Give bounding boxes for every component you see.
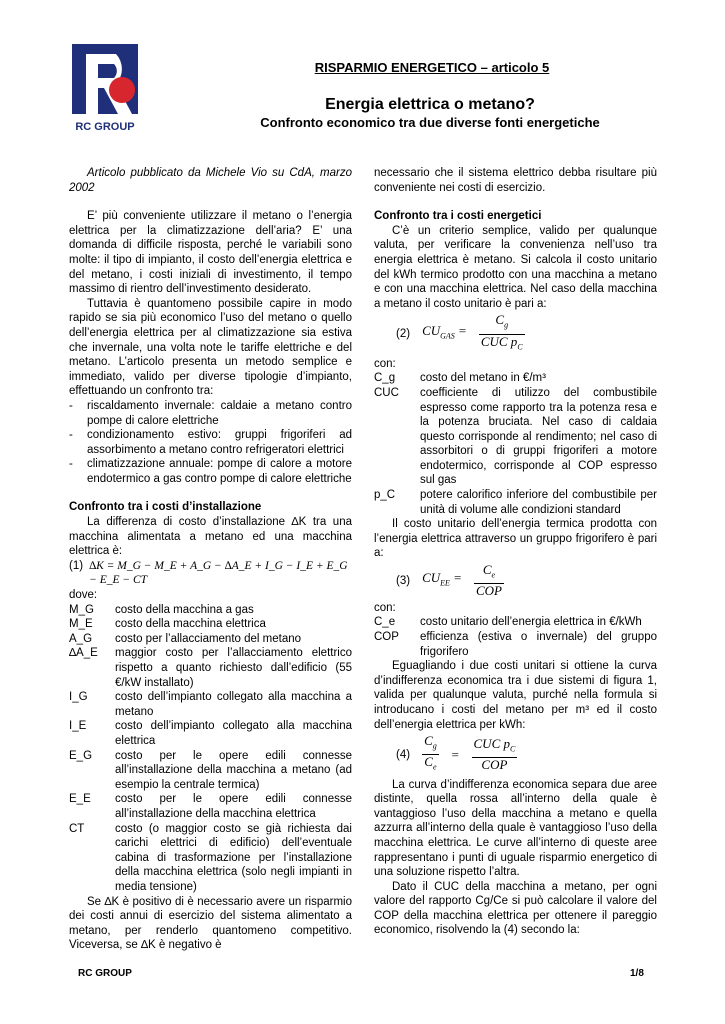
- comparison-list: [69, 399, 352, 487]
- definition-row: [374, 488, 657, 517]
- list-item: - climatizzazione annuale: pompe di calore a motore endotermico a gas contro pompe di calore elettriche: [69, 457, 352, 486]
- definition-text: costo per le opere edili connesse all’installazione della macchina elettrica: [115, 793, 352, 820]
- electric-definitions: [374, 615, 657, 659]
- section-title: RISPARMIO ENERGETICO – articolo 5: [314, 60, 550, 75]
- svg-text:RC GROUP: RC GROUP: [75, 121, 135, 133]
- definition-symbol: M_G: [69, 603, 94, 616]
- definition-text: costo della macchina elettrica: [115, 618, 266, 631]
- right-column: [374, 166, 657, 938]
- definition-row: [374, 615, 657, 630]
- definition-text: efficienza (estiva o invernale) del gruppo frigorifero: [420, 631, 657, 658]
- formula-1-expression: ∆K = M_G − M_E + A_G − ∆A_E + I_G − I_E + E_G − E_E − CT: [89, 559, 348, 587]
- definition-symbol: p_C: [374, 489, 396, 502]
- energy-definitions: [374, 371, 657, 517]
- definition-text: coefficiente di utilizzo del combustibile espresso come rapporto tra la potenza resa e la potenza bruciata. Nel caso di caldaia questo corrisponde al rendimento; nel caso di assorbitori o di gruppi frigoriferi a motore endotermico, corrisponde al COP espresso sul gas: [420, 386, 657, 487]
- formula-3: (3) $CU_{EE}$ = $\frac{C_e}{\text{COP}}$: [396, 562, 502, 599]
- con-label: con:: [374, 357, 396, 370]
- energy-heading: Confronto tra i costi energetici: [374, 210, 542, 223]
- definition-symbol: COP: [374, 631, 399, 643]
- definition-row: [69, 603, 352, 618]
- definition-text: costo dell’impianto collegato alla macchina elettrica: [115, 720, 352, 747]
- definition-text: costo dell’impianto collegato alla macchina a metano: [115, 691, 352, 718]
- definition-symbol: A_G: [69, 632, 93, 645]
- indifference-paragraph: Eguagliando i due costi unitari si ottiene la curva d’indifferenza economica tra i due sistemi di figura 1, valida per qualunque valuta, purché nella formula si introducano i costi del metano per m³ ed il costo dell’energia elettrica per kWh:: [374, 660, 657, 731]
- delta-k-paragraph: Se ∆K è positivo di è necessario avere un risparmio dei costi annui di esercizio del sistema alimentato a metano, per renderlo quantomeno competitivo. Viceversa, se ∆K è negativo è: [69, 895, 352, 952]
- installation-definitions: [69, 603, 352, 895]
- formula-1: (1) ∆K = M_G − M_E + A_G − ∆A_E + I_G − I_E + E_G − E_E − CT: [69, 559, 352, 588]
- definition-text: potere calorifico inferiore del combustibile per unità di volume alle condizioni standard: [420, 489, 657, 516]
- curve-paragraph: La curva d’indifferenza economica separa due aree distinte, quella rossa all’interno della quale è vantaggioso l’uso della macchina a metano e quella azzurra all’interno della quale è vantaggioso l’uso della macchina elettrica. Le curve all’interno di queste aree rappresentano i punti di uguale risparmio energetico di una soluzione rispetto l’altra.: [374, 778, 657, 879]
- page-number: 1/8: [630, 968, 644, 979]
- definition-text: costo per le opere edili connesse all’installazione della macchina a metano (ad esempio la centrale termica): [115, 749, 352, 791]
- definition-symbol: CT: [69, 822, 85, 835]
- definition-symbol: E_E: [69, 793, 91, 806]
- definition-symbol: I_E: [69, 720, 87, 733]
- continuation-paragraph: necessario che il sistema elettrico debba risultare più conveniente nei costi di esercizio.: [374, 167, 657, 194]
- definition-row: [69, 632, 352, 647]
- article-title: Energia elettrica o metano?: [325, 96, 535, 113]
- con-label-2: con:: [374, 601, 396, 614]
- list-item: - condizionamento estivo: gruppi frigoriferi ad assorbimento a metano contro refrigeratori elettrici: [69, 428, 352, 457]
- dove-label: dove:: [69, 589, 98, 602]
- definition-text: maggior costo per l’allacciamento elettrico rispetto a quanto richiesto dall’edificio (55 €/kW installato): [115, 647, 352, 689]
- energy-paragraph: C’è un criterio semplice, valido per qualunque valuta, per verificare la convenienza nell’uso tra energia elettrica è metano. Si calcola il costo unitario del kWh termico prodotto con una macchina a metano e con una macchina elettrica. Nel caso della macchina a metano il costo unitario è pari a:: [374, 224, 657, 310]
- intro-paragraph: E’ più conveniente utilizzare il metano o l’energia elettrica per la climatizzazione dell’aria? E’ una domanda di difficile risposta, perché le variabili sono molte: il tipo di impianto, il costo dell’energia elettrica e del metano, i costi iniziali di investimento, il tempo massimo di rientro dell’investimento desiderato.: [69, 210, 352, 296]
- rc-group-logo: [72, 44, 140, 134]
- definition-row: [69, 617, 352, 632]
- formula-2: (2) $CU_{GAS}$ = $\frac{C_g}{CUC p_C}$: [396, 312, 523, 352]
- definition-text: costo (o maggior costo se già richiesta dai carichi elettrici di edificio) dell’eventuale cabina di trasformazione per l’installazione della macchina elettrica (solo negli impianti in media tensione): [115, 822, 352, 893]
- installation-paragraph: La differenza di costo d’installazione ∆K tra una macchina alimentata a metano ed una macchina elettrica è:: [69, 516, 352, 558]
- definition-symbol: C_e: [374, 616, 396, 629]
- definition-row: [69, 749, 352, 793]
- definition-text: costo unitario dell’energia elettrica in €/kWh: [420, 616, 642, 629]
- definition-row: [374, 386, 657, 488]
- list-item: - riscaldamento invernale: caldaie a metano contro pompe di calore elettriche: [69, 399, 352, 428]
- definition-row: [69, 646, 352, 690]
- cuc-paragraph: Dato il CUC della macchina a metano, per ogni valore del rapporto Cg/Ce si può calcolare il valore del COP della macchina elettrica per ottenere il pareggio economico, risolvendo la (4) secondo la:: [374, 880, 657, 937]
- installation-heading: Confronto tra i costi d’installazione: [69, 501, 262, 514]
- definition-row: [374, 371, 657, 386]
- definition-row: [69, 690, 352, 719]
- definition-symbol: M_E: [69, 618, 93, 631]
- definition-text: costo per l’allacciamento del metano: [115, 632, 302, 645]
- definition-row: [374, 630, 657, 659]
- method-paragraph: Tuttavia è quantomeno possibile capire in modo rapido se sia più economico l’uso del metano o quello dell’energia elettrica per al climatizzazione sia estiva che invernale, una volta note le tariffe elettriche e del metano. L’articolo presenta un metodo semplice e immediato, valido per diverse tipologie d’impianto, effettuando un confronto tra:: [69, 297, 352, 398]
- definition-text: costo del metano in €/m³: [420, 372, 546, 385]
- footer-company: RC GROUP: [78, 968, 132, 979]
- definition-symbol: C_g: [374, 372, 396, 385]
- definition-symbol: E_G: [69, 749, 93, 762]
- definition-row: [69, 822, 352, 895]
- left-column: [69, 166, 352, 953]
- definition-symbol: CUC: [374, 386, 399, 399]
- definition-row: [69, 719, 352, 748]
- definition-symbol: ∆A_E: [69, 647, 98, 660]
- definition-text: costo della macchina a gas: [115, 603, 254, 616]
- definition-symbol: I_G: [69, 691, 88, 704]
- formula-4: (4) $\frac{C_g}{C_e}$ = $\frac{CUC p_C}{\text{COP}}$: [396, 733, 516, 773]
- byline: Articolo pubblicato da Michele Vio su CdA, marzo 2002: [69, 167, 352, 194]
- electric-cost-paragraph: Il costo unitario dell’energia termica prodotta con l’energia elettrica attraverso un gruppo frigorifero è pari a:: [374, 518, 657, 560]
- article-subtitle: Confronto economico tra due diverse fonti energetiche: [260, 115, 600, 130]
- definition-row: [69, 792, 352, 821]
